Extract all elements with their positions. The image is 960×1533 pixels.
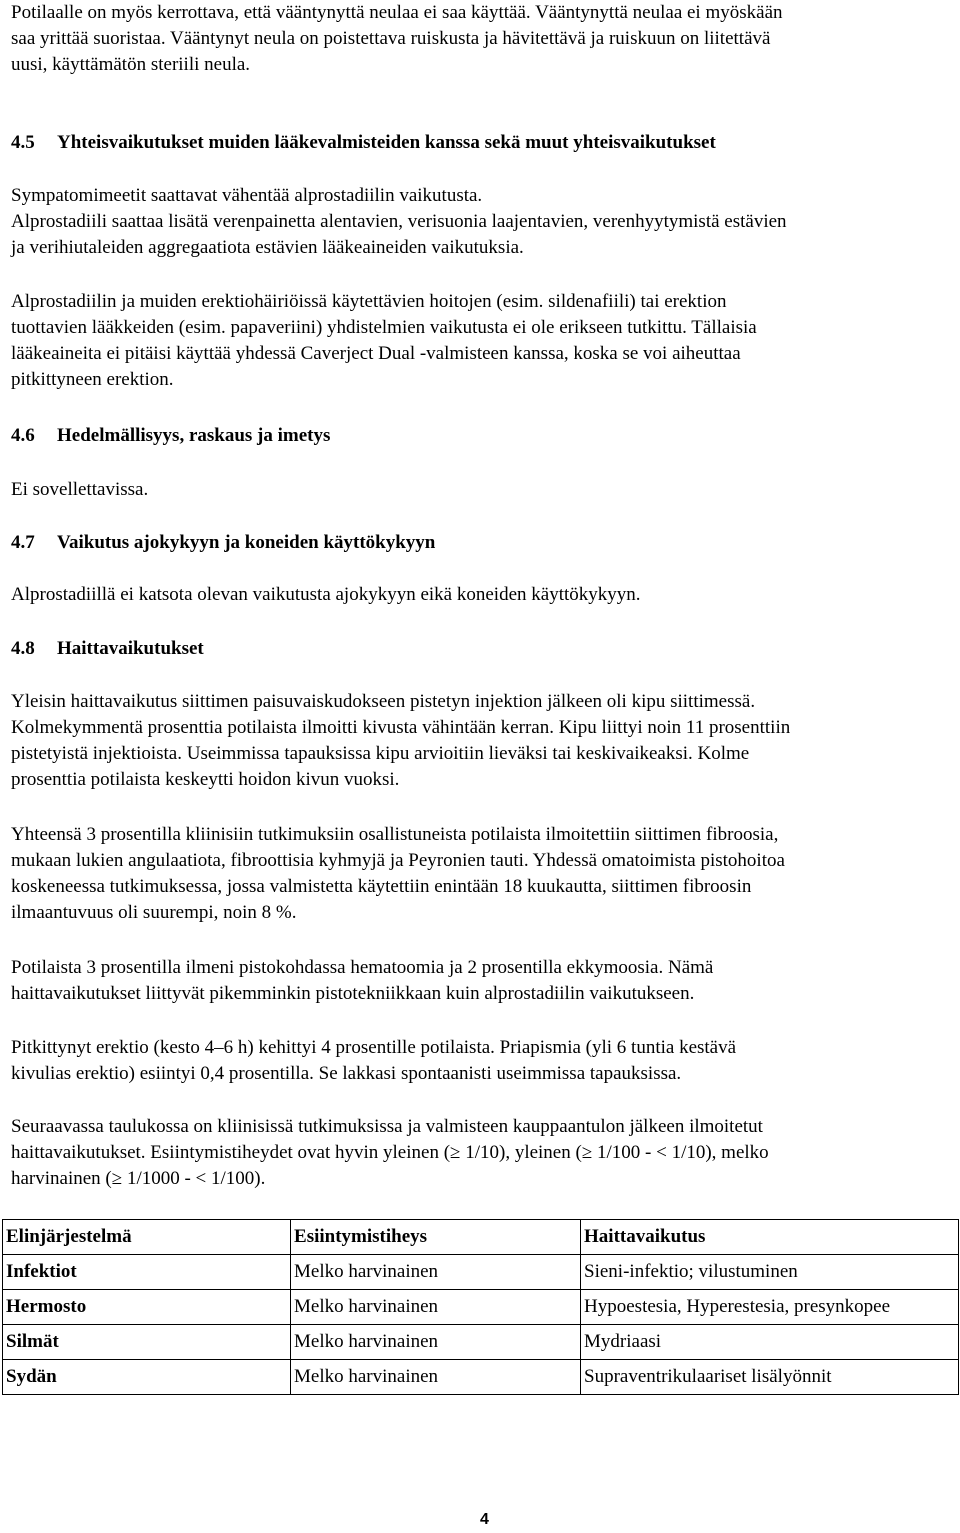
text-line: Yhteensä 3 prosentilla kliinisiin tutkimuksiin osallistuneista potilaista ilmoitettiin siittimen fibroosia, bbox=[11, 824, 779, 845]
section-4-5-heading bbox=[11, 130, 956, 156]
text-line: pistetyistä injektioista. Useimmissa tapauksissa kipu arvioitiin lieväksi tai keskivaikeaksi. Kolme bbox=[11, 743, 750, 764]
section-4-8-paragraph-3 bbox=[11, 955, 713, 1007]
section-4-6-text bbox=[11, 477, 148, 503]
text-line: Potilaista 3 prosentilla ilmeni pistokohdassa hematoomia ja 2 prosentilla ekkymoosia. Nämä bbox=[11, 957, 714, 978]
text-line: uusi, käyttämätön steriili neula. bbox=[11, 54, 251, 75]
section-number: 4.7 bbox=[11, 532, 35, 553]
text-line: haittavaikutukset. Esiintymistiheydet ovat hyvin yleinen (≥ 1/10), yleinen (≥ 1/100 - < 1/10), melko bbox=[11, 1142, 769, 1163]
text-line: koskeneessa tutkimuksessa, jossa valmistetta käytettiin enintään 18 kuukautta, siittimen fibroosin bbox=[11, 876, 752, 897]
table-header-row bbox=[3, 1220, 959, 1255]
text-line: mukaan lukien angulaatiota, fibroottisia kyhmyjä ja Peyronien tauti. Yhdessä omatoimista pistohoitoa bbox=[11, 850, 785, 871]
text-line: Yleisin haittavaikutus siittimen paisuvaiskudokseen pistetyn injektion jälkeen oli kipu siittimessä. bbox=[11, 691, 756, 712]
text-line: saa yrittää suoristaa. Vääntynyt neula on poistettava ruiskusta ja hävitettävä ja ruiskuun on liitettävä bbox=[11, 28, 771, 49]
table-cell-frequency: Melko harvinainen bbox=[291, 1325, 581, 1360]
text-line: prosenttia potilaista keskeytti hoidon kivun vuoksi. bbox=[11, 769, 400, 790]
table-cell-organ: Silmät bbox=[3, 1325, 291, 1360]
text-line: harvinainen (≥ 1/1000 - < 1/100). bbox=[11, 1168, 266, 1189]
section-4-8-paragraph-5 bbox=[11, 1114, 769, 1192]
text-line: kivulias erektio) esiintyi 0,4 prosentilla. Se lakkasi spontaanisti useimmissa tapauksissa. bbox=[11, 1063, 682, 1084]
text-line: Seuraavassa taulukossa on kliinisissä tutkimuksissa ja valmisteen kauppaantulon jälkeen ilmoitetut bbox=[11, 1116, 763, 1137]
table-cell-effect: Mydriaasi bbox=[581, 1325, 959, 1360]
section-title: Hedelmällisyys, raskaus ja imetys bbox=[57, 425, 331, 446]
section-number: 4.8 bbox=[11, 638, 35, 659]
table-cell-effect: Sieni-infektio; vilustuminen bbox=[581, 1255, 959, 1290]
table-row bbox=[3, 1290, 959, 1325]
section-title: Yhteisvaikutukset muiden lääkevalmisteiden kanssa sekä muut yhteisvaikutukset bbox=[57, 132, 716, 153]
section-4-7-heading bbox=[11, 530, 435, 556]
intro-paragraph bbox=[11, 0, 783, 78]
table-header-cell: Elinjärjestelmä bbox=[3, 1220, 291, 1255]
table-cell-organ: Hermosto bbox=[3, 1290, 291, 1325]
table-cell-frequency: Melko harvinainen bbox=[291, 1255, 581, 1290]
table-row bbox=[3, 1255, 959, 1290]
table-row bbox=[3, 1360, 959, 1395]
table-header-cell: Esiintymistiheys bbox=[291, 1220, 581, 1255]
adverse-effects-table bbox=[2, 1219, 959, 1395]
section-4-7-text bbox=[11, 582, 641, 608]
text-line: tuottavien lääkkeiden (esim. papaveriini) yhdistelmien vaikutusta ei ole erikseen tutkittu. Tällaisia bbox=[11, 317, 757, 338]
section-4-8-heading bbox=[11, 636, 204, 662]
text-line: Sympatomimeetit saattavat vähentää alprostadiilin vaikutusta. bbox=[11, 185, 483, 206]
text-line: pitkittyneen erektion. bbox=[11, 369, 174, 390]
section-number: 4.5 bbox=[11, 132, 35, 153]
text-line: ilmaantuvuus oli suurempi, noin 8 %. bbox=[11, 902, 297, 923]
text-line: lääkeaineita ei pitäisi käyttää yhdessä Caverject Dual -valmisteen kanssa, koska se voi aiheuttaa bbox=[11, 343, 741, 364]
text-line: haittavaikutukset liittyvät pikemminkin pistotekniikkaan kuin alprostadiilin vaikutukseen. bbox=[11, 983, 695, 1004]
text-line: Potilaalle on myös kerrottava, että vääntynyttä neulaa ei saa käyttää. Vääntynyttä neulaa ei myöskään bbox=[11, 2, 783, 23]
table-cell-organ: Infektiot bbox=[3, 1255, 291, 1290]
section-4-8-paragraph-2 bbox=[11, 822, 785, 926]
table-cell-organ: Sydän bbox=[3, 1360, 291, 1395]
section-title: Vaikutus ajokykyyn ja koneiden käyttökykyyn bbox=[57, 532, 436, 553]
text-line: Alprostadiili saattaa lisätä verenpainetta alentavien, verisuonia laajentavien, verenhyytymistä estävien bbox=[11, 211, 787, 232]
table-row bbox=[3, 1325, 959, 1360]
table-header-cell: Haittavaikutus bbox=[581, 1220, 959, 1255]
text-line: Ei sovellettavissa. bbox=[11, 479, 149, 500]
text-line: Kolmekymmentä prosenttia potilaista ilmoitti kivusta vähintään kerran. Kipu liittyi noin 11 prosenttiin bbox=[11, 717, 791, 738]
section-4-5-paragraph-2 bbox=[11, 289, 757, 393]
table-cell-frequency: Melko harvinainen bbox=[291, 1290, 581, 1325]
section-4-6-heading bbox=[11, 423, 330, 449]
section-4-5-paragraph-1 bbox=[11, 183, 787, 261]
text-line: ja verihiutaleiden aggregaatiota estävien lääkeaineiden vaikutuksia. bbox=[11, 237, 524, 258]
table-cell-effect: Supraventrikulaariset lisälyönnit bbox=[581, 1360, 959, 1395]
table-cell-effect: Hypoestesia, Hyperestesia, presynkopee bbox=[581, 1290, 959, 1325]
text-line: Alprostadiillä ei katsota olevan vaikutusta ajokykyyn eikä koneiden käyttökykyyn. bbox=[11, 584, 641, 605]
text-line: Pitkittynyt erektio (kesto 4–6 h) kehittyi 4 prosentille potilaista. Priapismia (yli 6 tuntia kestävä bbox=[11, 1037, 737, 1058]
table-cell-frequency: Melko harvinainen bbox=[291, 1360, 581, 1395]
section-4-8-paragraph-4 bbox=[11, 1035, 736, 1087]
section-number: 4.6 bbox=[11, 425, 35, 446]
section-4-8-paragraph-1 bbox=[11, 689, 790, 793]
text-line: Alprostadiilin ja muiden erektiohäiriöissä käytettävien hoitojen (esim. sildenafiili) tai erektion bbox=[11, 291, 727, 312]
section-title: Haittavaikutukset bbox=[57, 638, 204, 659]
page-number: 4 bbox=[480, 1511, 489, 1528]
